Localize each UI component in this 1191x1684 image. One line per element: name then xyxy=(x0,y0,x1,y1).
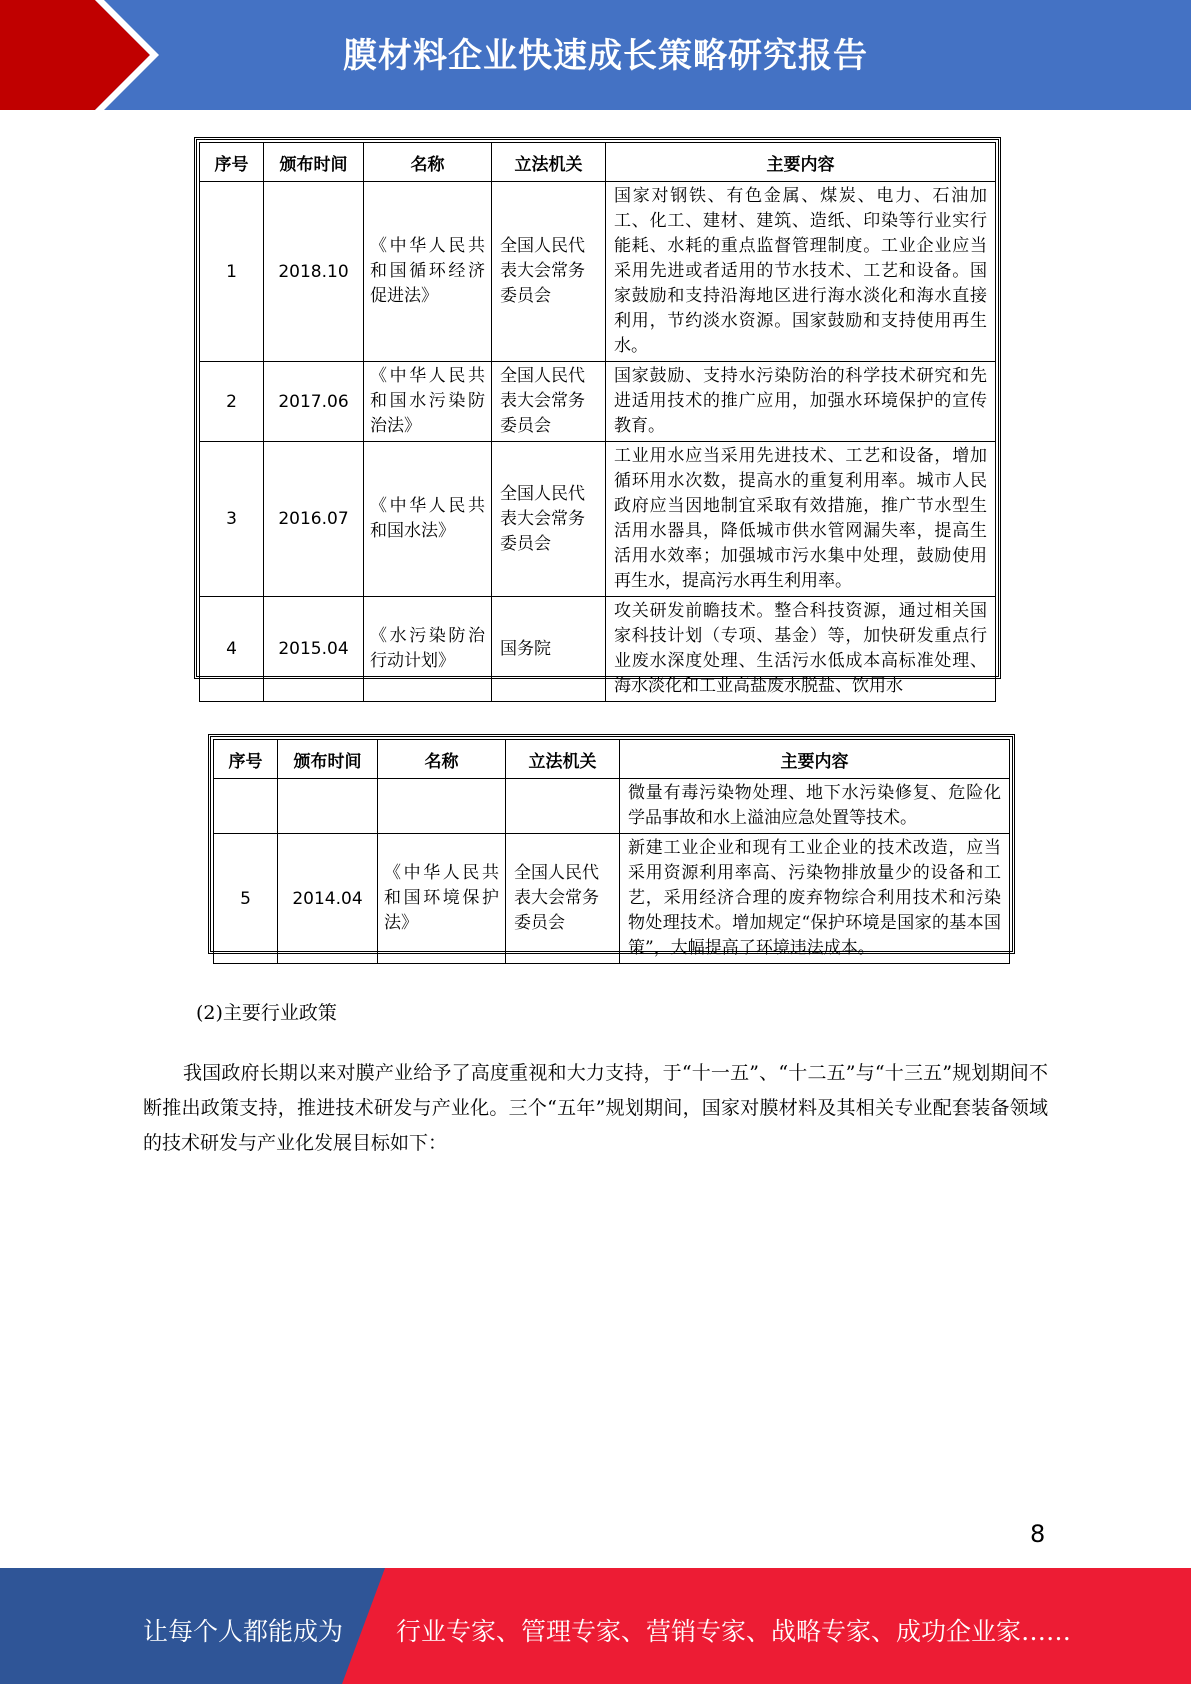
row-date xyxy=(278,779,378,834)
col-header-content: 主要内容 xyxy=(606,143,996,182)
row-authority xyxy=(506,779,620,834)
col-header-no: 序号 xyxy=(200,143,264,182)
col-header-name: 名称 xyxy=(364,143,492,182)
section-heading: (2)主要行业政策 xyxy=(196,1002,337,1024)
row-date: 2015.04 xyxy=(264,597,364,702)
table-row xyxy=(200,442,996,597)
row-authority: 全国人民代表大会常务委员会 xyxy=(492,442,606,597)
page-title: 膜材料企业快速成长策略研究报告 xyxy=(343,36,868,76)
body-paragraph: 我国政府长期以来对膜产业给予了高度重视和大力支持，于“十一五”、“十二五”与“十三五”规划期间不断推出政策支持，推进技术研发与产业化。三个“五年”规划期间，国家对膜材料及其相关专业配套装备领域的技术研发与产业化发展目标如下： xyxy=(143,1062,1048,1154)
row-content: 攻关研发前瞻技术。整合科技资源，通过相关国家科技计划（专项、基金）等，加快研发重点行业废水深度处理、生活污水低成本高标准处理、海水淡化和工业高盐废水脱盐、饮用水 xyxy=(606,597,996,702)
row-content: 新建工业企业和现有工业企业的技术改造，应当采用资源利用率高、污染物排放量少的设备和工艺，采用经济合理的废弃物综合利用技术和污染物处理技术。增加规定“保护环境是国家的基本国策”，大幅提高了环境违法成本。 xyxy=(620,834,1010,964)
page-number: 8 xyxy=(1030,1520,1046,1548)
row-no: 3 xyxy=(200,442,264,597)
row-no: 1 xyxy=(200,182,264,362)
page-header xyxy=(0,0,1191,110)
row-content: 国家对钢铁、有色金属、煤炭、电力、石油加工、化工、建材、建筑、造纸、印染等行业实行能耗、水耗的重点监督管理制度。工业企业应当采用先进或者适用的节水技术、工艺和设备。国家鼓励和支持沿海地区进行海水淡化和海水直接利用，节约淡水资源。国家鼓励和支持使用再生水。 xyxy=(606,182,996,362)
row-authority: 国务院 xyxy=(492,597,606,702)
table-row xyxy=(214,779,1010,834)
table-row xyxy=(200,597,996,702)
table-row xyxy=(200,362,996,442)
col-header-date: 颁布时间 xyxy=(264,143,364,182)
footer-slogan-right: 行业专家、管理专家、营销专家、战略专家、成功企业家…… xyxy=(396,1617,1072,1646)
row-authority: 全国人民代表大会常务委员会 xyxy=(492,182,606,362)
col-header-content: 主要内容 xyxy=(620,740,1010,779)
col-header-authority: 立法机关 xyxy=(506,740,620,779)
row-no xyxy=(214,779,278,834)
row-name: 《中华人民共和国循环经济促进法》 xyxy=(364,182,492,362)
row-name: 《水污染防治行动计划》 xyxy=(364,597,492,702)
row-date: 2014.04 xyxy=(278,834,378,964)
row-date: 2016.07 xyxy=(264,442,364,597)
policy-table-1 xyxy=(194,137,1001,696)
col-header-date: 颁布时间 xyxy=(278,740,378,779)
table-row xyxy=(200,182,996,362)
row-no: 2 xyxy=(200,362,264,442)
row-name: 《中华人民共和国水法》 xyxy=(364,442,492,597)
row-name: 《中华人民共和国水污染防治法》 xyxy=(364,362,492,442)
row-authority: 全国人民代表大会常务委员会 xyxy=(492,362,606,442)
row-content: 工业用水应当采用先进技术、工艺和设备，增加循环用水次数，提高水的重复利用率。城市人民政府应当因地制宜采取有效措施，推广节水型生活用水器具，降低城市供水管网漏失率，提高生活用水效率；加强城市污水集中处理，鼓励使用再生水，提高污水再生利用率。 xyxy=(606,442,996,597)
page-footer xyxy=(0,1568,1191,1684)
row-no: 4 xyxy=(200,597,264,702)
footer-slogan-left: 让每个人都能成为 xyxy=(143,1617,344,1646)
row-name: 《中华人民共和国环境保护法》 xyxy=(378,834,506,964)
row-no: 5 xyxy=(214,834,278,964)
col-header-no: 序号 xyxy=(214,740,278,779)
row-date: 2018.10 xyxy=(264,182,364,362)
col-header-name: 名称 xyxy=(378,740,506,779)
table-row xyxy=(214,834,1010,964)
table-header-row xyxy=(214,740,1010,779)
row-content: 微量有毒污染物处理、地下水污染修复、危险化学品事故和水上溢油应急处置等技术。 xyxy=(620,779,1010,834)
row-date: 2017.06 xyxy=(264,362,364,442)
table-header-row xyxy=(200,143,996,182)
row-authority: 全国人民代表大会常务委员会 xyxy=(506,834,620,964)
policy-table-2 xyxy=(208,734,1015,958)
col-header-authority: 立法机关 xyxy=(492,143,606,182)
row-name xyxy=(378,779,506,834)
row-content: 国家鼓励、支持水污染防治的科学技术研究和先进适用技术的推广应用，加强水环境保护的宣传教育。 xyxy=(606,362,996,442)
